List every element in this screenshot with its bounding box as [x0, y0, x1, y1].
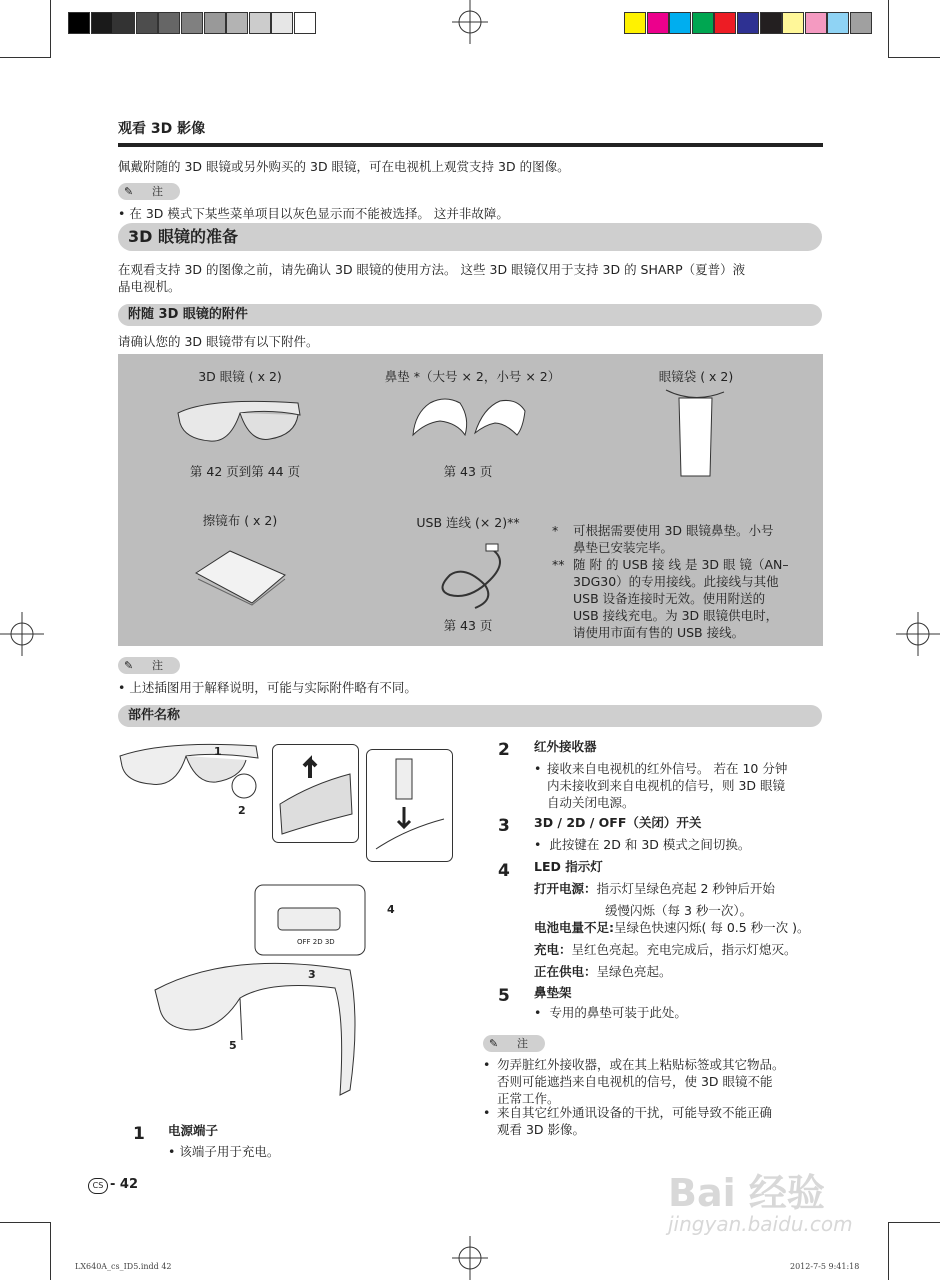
footnote-mark: * [552, 523, 559, 538]
part-title: LED 指示灯 [534, 859, 603, 874]
part-number: 1 [133, 1124, 145, 1144]
led-state: 正在供电： [534, 964, 597, 979]
callout-5: 5 [229, 1039, 237, 1052]
callout-4: 4 [387, 903, 395, 916]
title-text: 附随 3D 眼镜的附件 [128, 307, 248, 322]
accessory-label: 眼镜袋 ( x 2) [658, 369, 734, 384]
prep-text [118, 261, 828, 295]
note-text: 在 3D 模式下某些菜单项目以灰色显示而不能被选择。 这并非故障。 [129, 206, 509, 221]
footnote-1 [552, 522, 817, 556]
bullet: • [483, 1105, 491, 1120]
title-text: 3D 眼镜的准备 [128, 227, 238, 246]
accessory-page: 第 42 页到第 44 页 [189, 464, 301, 479]
note-tag [118, 657, 180, 674]
accessory-label: USB 连线 (× 2)** [416, 515, 520, 530]
led-row [534, 963, 672, 980]
note-label: 注 [517, 1037, 528, 1050]
color-swatch [669, 12, 691, 34]
part-desc: • 此按键在 2D 和 3D 模式之间切换。 [534, 837, 751, 852]
color-swatch [714, 12, 736, 34]
page-number: - 42 [110, 1177, 139, 1192]
accessories-intro: 请确认您的 3D 眼镜带有以下附件。 [118, 334, 319, 349]
note-tag [483, 1035, 545, 1052]
part-desc-line: 自动关闭电源。 [547, 795, 635, 810]
section-title-parts [118, 705, 822, 727]
color-swatch [760, 12, 782, 34]
glasses-side-illustration [116, 738, 266, 813]
part-desc: • 专用的鼻垫可装于此处。 [534, 1005, 687, 1020]
color-swatch [850, 12, 872, 34]
led-state: 电池电量不足: [534, 920, 614, 935]
note-item [483, 1056, 828, 1107]
registration-target-bottom [448, 1236, 492, 1280]
watermark-logo: Bai 经验 [668, 1171, 825, 1215]
led-row: 缓慢闪烁（每 3 秒一次）。 [605, 903, 753, 918]
registration-target-top [448, 0, 492, 44]
part-desc-text: 专用的鼻垫可装于此处。 [549, 1005, 687, 1020]
title-text: 部件名称 [128, 708, 181, 723]
part-number: 3 [498, 816, 510, 836]
crop-mark [889, 1222, 940, 1223]
glasses-back-illustration [150, 880, 375, 1105]
accessory-label: 鼻垫 *（大号 × 2，小号 × 2） [384, 369, 561, 384]
note-text: 上述插图用于解释说明，可能与实际附件略有不同。 [129, 680, 417, 695]
page-number-text: 42 [119, 1177, 139, 1192]
pencil-icon: ✎ [489, 1037, 499, 1050]
crop-mark [888, 1222, 889, 1280]
crop-mark [888, 0, 889, 58]
footnote-line: 请使用市面有售的 USB 接线。 [573, 625, 745, 640]
footer-slug-right: 2012-7-5 9:41:18 [790, 1262, 860, 1271]
nose-pad-illustration [405, 393, 535, 443]
color-swatch [271, 12, 293, 34]
color-swatch [737, 12, 759, 34]
registration-target-right [896, 612, 940, 656]
note-tag [118, 183, 180, 200]
color-swatch [624, 12, 646, 34]
part-desc-line: 接收来自电视机的红外信号。 若在 10 分钟 [547, 761, 788, 776]
color-swatch [294, 12, 316, 34]
part-title: 鼻垫架 [534, 985, 572, 1000]
color-swatch [782, 12, 804, 34]
footnote-line: 鼻垫已安装完毕。 [573, 540, 674, 555]
usb-cable-illustration [430, 540, 520, 612]
prep-line: 晶电视机。 [118, 279, 181, 294]
color-swatch [204, 12, 226, 34]
part-title: 3D / 2D / OFF（关闭）开关 [534, 815, 702, 830]
accessory-label: 擦镜布 ( x 2) [202, 513, 278, 528]
cloth-illustration [190, 545, 290, 607]
part-number: 4 [498, 861, 510, 881]
section-title-prep [118, 223, 822, 251]
color-swatch [68, 12, 90, 34]
switch-label: OFF 2D 3D [297, 938, 335, 946]
crop-mark [0, 1222, 50, 1223]
color-swatch [136, 12, 158, 34]
part-desc [534, 760, 787, 811]
color-swatch [249, 12, 271, 34]
accessory-label: 3D 眼镜 ( x 2) [198, 369, 282, 384]
part-number: 2 [498, 740, 510, 760]
led-desc: 呈绿色快速闪烁( 每 0.5 秒一次 )。 [614, 920, 810, 935]
callout-2: 2 [238, 804, 246, 817]
bullet: • [534, 761, 542, 776]
note-label: 注 [152, 185, 163, 198]
pouch-illustration [664, 388, 726, 480]
crop-mark [50, 0, 51, 58]
footnote-mark: ** [552, 557, 565, 572]
glasses-illustration [170, 393, 305, 451]
accessory-page: 第 43 页 [443, 464, 493, 479]
footnote-line: USB 设备连接时无效。使用附送的 [573, 591, 766, 606]
registration-target-left [0, 612, 44, 656]
bullet: • [483, 1057, 491, 1072]
watermark-url: jingyan.baidu.com [668, 1212, 853, 1236]
pencil-icon: ✎ [124, 659, 134, 672]
section-header: 观看 3D 影像 [118, 121, 206, 137]
led-row [534, 919, 810, 936]
part-desc-text: 此按键在 2D 和 3D 模式之间切换。 [549, 837, 751, 852]
part-title: 红外接收器 [534, 739, 597, 754]
led-desc: 指示灯呈绿色亮起 2 秒钟后开始 [596, 881, 775, 896]
color-swatch [226, 12, 248, 34]
footnote-2 [552, 556, 817, 641]
part-title: 电源端子 [168, 1123, 219, 1138]
page-lang-badge: CS [88, 1178, 108, 1194]
note-line: 来自其它红外通讯设备的干扰，可能导致不能正确 [497, 1105, 773, 1120]
note-item: • 在 3D 模式下某些菜单项目以灰色显示而不能被选择。 这并非故障。 [118, 206, 509, 221]
part-desc-text: 该端子用于充电。 [179, 1144, 280, 1159]
color-swatch [647, 12, 669, 34]
crop-mark [889, 57, 940, 58]
footnote-line: 可根据需要使用 3D 眼镜鼻垫。小号 [573, 523, 774, 538]
section-title-accessories [118, 304, 822, 326]
note-line: 否则可能遮挡来自电视机的信号，使 3D 眼镜不能 [497, 1074, 773, 1089]
footnote-line: 3DG30）的专用接线。此接线与其他 [573, 574, 779, 589]
color-swatch [827, 12, 849, 34]
callout-1: 1 [214, 745, 222, 758]
color-swatch [692, 12, 714, 34]
note-line: 勿弄脏红外接收器，或在其上粘贴标签或其它物品。 [497, 1057, 785, 1072]
crop-mark [50, 1222, 51, 1280]
part-desc: • 该端子用于充电。 [168, 1144, 280, 1159]
led-state: 充电： [534, 942, 572, 957]
callout-3: 3 [308, 968, 316, 981]
pencil-icon: ✎ [124, 185, 134, 198]
note-item: • 上述插图用于解释说明，可能与实际附件略有不同。 [118, 680, 417, 695]
note-label: 注 [152, 659, 163, 672]
note-line: 观看 3D 影像。 [497, 1122, 586, 1137]
intro-text: 佩戴附随的 3D 眼镜或另外购买的 3D 眼镜，可在电视机上观赏支持 3D 的图像。 [118, 159, 570, 174]
accessory-page: 第 43 页 [443, 618, 493, 633]
footnote-line: USB 接线充电。为 3D 眼镜供电时， [573, 608, 779, 623]
led-desc: 呈红色亮起。充电完成后，指示灯熄灭。 [571, 942, 797, 957]
footer-slug-left: LX640A_cs_ID5.indd 42 [75, 1262, 172, 1271]
note-line: 正常工作。 [497, 1091, 560, 1106]
led-row [534, 941, 797, 958]
color-swatch [181, 12, 203, 34]
color-swatch [113, 12, 135, 34]
led-row [534, 880, 775, 897]
detail-usb-illustration [366, 749, 454, 863]
color-swatch [158, 12, 180, 34]
header-rule [118, 143, 823, 147]
detail-ir-illustration [272, 744, 360, 844]
prep-line: 在观看支持 3D 的图像之前，请先确认 3D 眼镜的使用方法。 这些 3D 眼镜仅用于支持 3D 的 SHARP（夏普）液 [118, 262, 746, 277]
footnote-line: 随 附 的 USB 接 线 是 3D 眼 镜（AN– [573, 557, 789, 572]
led-desc: 呈绿色亮起。 [596, 964, 672, 979]
crop-mark [0, 57, 50, 58]
led-state: 打开电源： [534, 881, 597, 896]
color-swatch [91, 12, 113, 34]
color-swatch [805, 12, 827, 34]
note-item [483, 1104, 828, 1138]
part-number: 5 [498, 986, 510, 1006]
part-desc-line: 内未接收到来自电视机的信号，则 3D 眼镜 [547, 778, 786, 793]
